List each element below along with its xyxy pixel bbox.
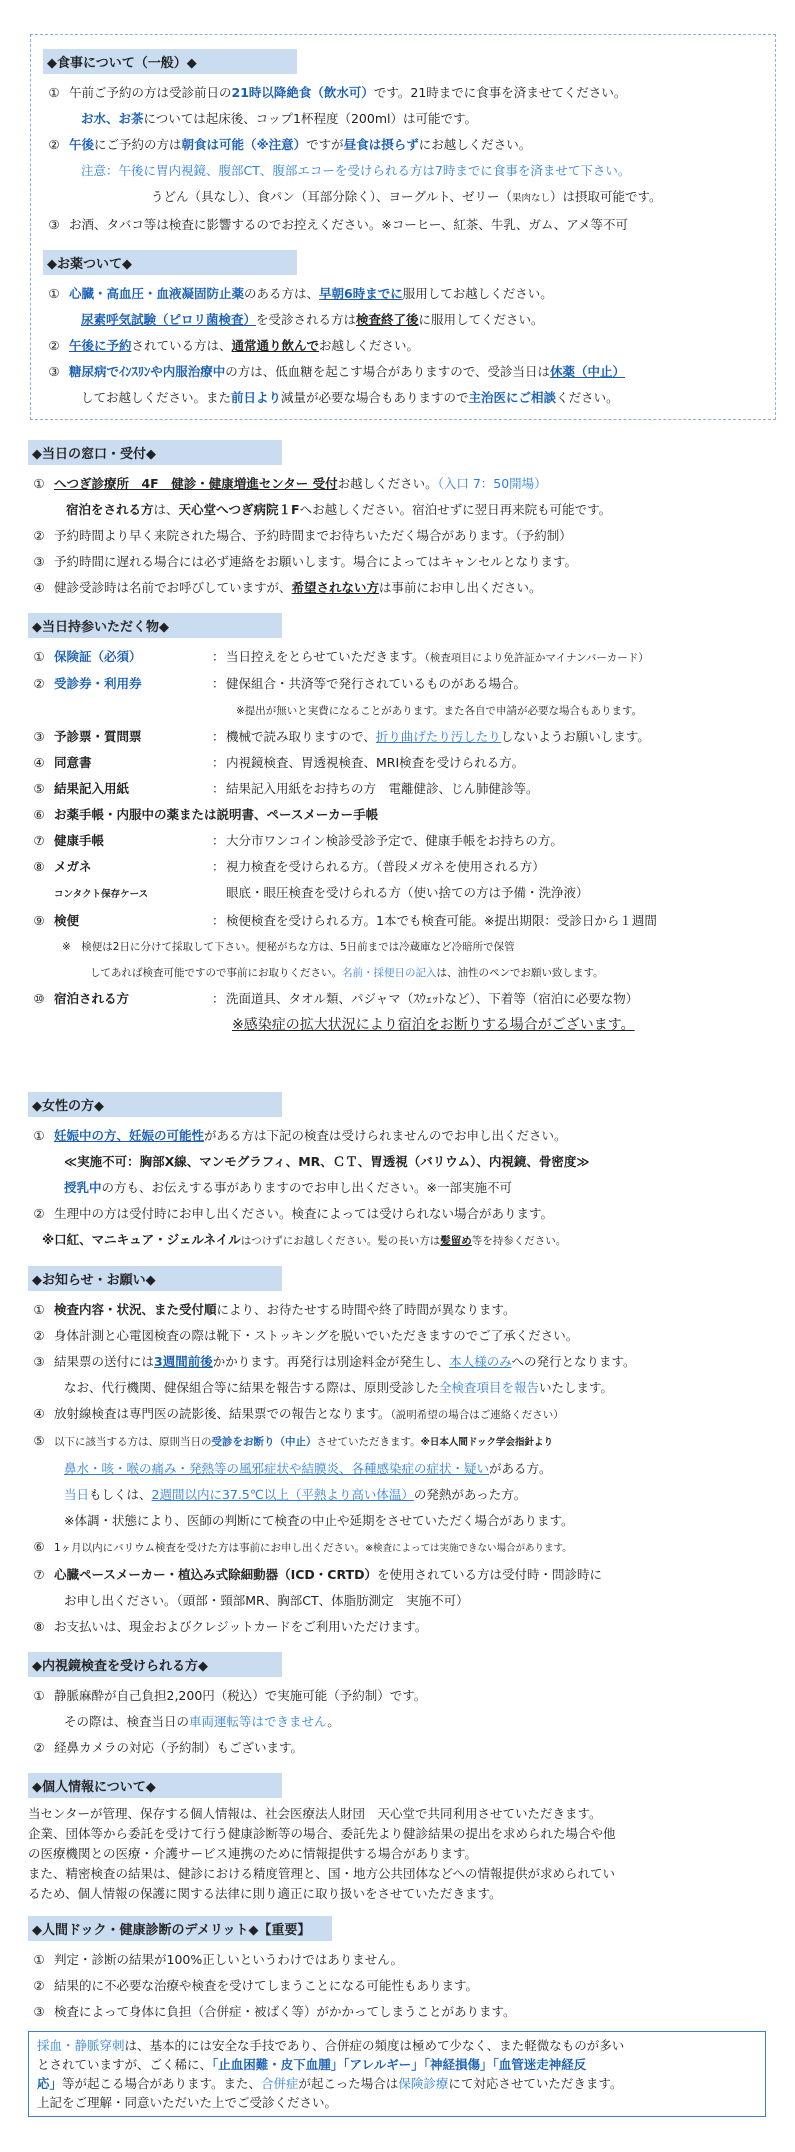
- privacy-title: ◆個人情報について◆: [28, 1773, 282, 1798]
- notice-line-4: なお、代行機関、健保組合等に結果を報告する際は、原則受診した全検査項目を報告いたします。: [64, 1380, 614, 1395]
- notice-line-10: ⑥ 1ヶ月以内にバリウム検査を受けた方は事前にお申し出ください。※検査によっては実施できない場合があります。: [33, 1539, 572, 1554]
- items-title: ◆当日持参いただく物◆: [28, 613, 282, 638]
- item-glasses: ⑧ メガネ ：視力検査を受けられる方。（普段メガネを使用される方）: [33, 859, 545, 874]
- med-line-2: 尿素呼気試験（ピロリ菌検査）を受診される方は検査終了後に服用してください。: [81, 312, 544, 327]
- notice-line-1: ① 検査内容・状況、また受付順により、お待たせする時間や終了時間が異なります。: [33, 1302, 516, 1317]
- notice-line-11: ⑦ 心臓ペースメーカー・植込み式除細動器（ICD・CRTD）を使用されている方は受付時・問診時に: [33, 1567, 602, 1582]
- privacy-p2b: の医療機関との医療・介護サービス連携のために情報提供する場合があります。: [28, 1846, 478, 1861]
- med-title: ◆お薬ついて◆: [43, 250, 297, 275]
- item-consent: ④ 同意書 ：内視鏡検査、胃透視検査、MRI検査を受けられる方。: [33, 755, 525, 770]
- item-result-form: ⑤ 結果記入用紙 ：結果記入用紙をお持ちの方 電離健診、じん肺健診等。: [33, 781, 539, 796]
- final-line-1: 採血・静脈穿刺は、基本的には安全な手技であり、合併症の頻度は極めて少なく、また軽微なものが多い: [37, 2038, 625, 2053]
- item-overnight: ⑩ 宿泊される方 ：洗面道具、タオル類、パジャマ（ｽｳｪｯﾄなど）、下着等（宿泊に必要な物）: [33, 991, 639, 1006]
- med-line-5: してお越しください。また前日より減量が必要な場合もありますので主治医にご相談ください。: [81, 390, 619, 405]
- notice-line-2: ② 身体計測と心電図検査の際は靴下・ストッキングを脱いでいただきますのでご了承ください。: [33, 1328, 579, 1343]
- final-line-2: とされていますが、ごく稀に、「止血困難・皮下血腫」「アレルギー」「神経損傷」「血管迷走神経反: [37, 2057, 587, 2072]
- reception-title: ◆当日の窓口・受付◆: [28, 440, 282, 465]
- endo-line-1: ① 静脈麻酔が自己負担2,200円（税込）で実施可能（予約制）です。: [33, 1688, 427, 1703]
- item-stool-note-1: ※ 検便は2日に分けて採取して下さい。便秘がちな方は、5日前までは冷蔵庫など冷暗所で保管: [62, 941, 515, 953]
- women-line-1: ① 妊娠中の方、妊娠の可能性がある方は下記の検査は受けられませんのでお申し出ください。: [33, 1128, 567, 1143]
- meal-line-2: お水、お茶については起床後、コップ1杯程度（200ml）は可能です。: [81, 111, 477, 126]
- notice-line-5: ④ 放射線検査は専門医の読影後、結果票での報告となります。（説明希望の場合はご連絡ください）: [33, 1406, 564, 1421]
- preparation-box: [30, 34, 776, 420]
- endo-title: ◆内視鏡検査を受けられる方◆: [28, 1652, 282, 1677]
- privacy-p2a: 企業、団体等から委託を受けて行う健康診断等の場合、委託先より健診結果の提出を求められた場合や他: [28, 1826, 616, 1841]
- med-line-3: ② 午後に予約されている方は、通常通り飲んでお越しください。: [48, 338, 420, 353]
- item-voucher: ② 受診券・利用券 ：健保組合・共済等で発行されているものがある場合。: [33, 676, 526, 691]
- reception-line-5: ④ 健診受診時は名前でお呼びしていますが、希望されない方は事前にお申し出ください。: [33, 580, 542, 595]
- med-line-1: ① 心臓・高血圧・血液凝固防止薬のある方は、早朝6時までに服用してお越しください。: [48, 286, 553, 301]
- item-overnight-note: ※感染症の拡大状況により宿泊をお断りする場合がございます。: [232, 1017, 635, 1033]
- reception-line-3: ② 予約時間より早く来院された場合、予約時間までお待ちいただく場合があります。（予約制）: [33, 528, 572, 543]
- women-line-3: 授乳中の方も、お伝えする事がありますのでお申し出ください。※一部実施不可: [64, 1180, 512, 1195]
- meal-title: ◆食事について（一般）◆: [43, 49, 297, 74]
- endo-line-3: ② 経鼻カメラの対応（予約制）もございます。: [33, 1740, 303, 1755]
- meal-line-1: ① 午前ご予約の方は受診前日の21時以降絶食（飲水可）です。21時までに食事を済ませてください。: [48, 85, 627, 100]
- item-stool-note-2: してあれば検査可能ですので事前にお取りください。名前・採便日の記入は、油性のペンでお願い致します。: [90, 967, 604, 979]
- meal-line-3: ② 午後にご予約の方は朝食は可能（※注意）ですが昼食は摂らずにお越しください。: [48, 137, 532, 152]
- item-medication: ⑥ お薬手帳・内服中の薬または説明書、ペースメーカー手帳: [33, 807, 379, 822]
- notice-line-12: お申し出ください。（頭部・頸部MR、胸部CT、体脂肪測定 実施不可）: [64, 1593, 469, 1608]
- women-line-2: ≪実施不可：胸部X線、マンモグラフィ、MR、ＣＴ、胃透視（バリウム）、内視鏡、骨密度≫: [64, 1154, 590, 1169]
- privacy-p3a: また、精密検査の結果は、健診における精度管理と、国・地方公共団体などへの情報提供が求められてい: [28, 1866, 616, 1881]
- item-insurance: ① 保険証（必須） ：当日控えをとらせていただきます。（検査項目により免許証かマイナンバーカード）: [33, 649, 649, 664]
- meal-line-5: うどん（具なし）、食パン（耳部分除く）、ヨーグルト、ゼリー（果肉なし）は摂取可能です。: [151, 189, 662, 204]
- reception-line-4: ③ 予約時間に遅れる場合には必ず連絡をお願いします。場合によってはキャンセルとなります。: [33, 554, 577, 569]
- item-questionnaire: ③ 予診票・質問票 ：機械で読み取りますので、折り曲げたり汚したりしないようお願いします。: [33, 729, 650, 744]
- item-stool: ⑨ 検便 ：検便検査を受けられる方。1本でも検査可能。※提出期限：受診日から１週間: [33, 913, 657, 928]
- women-line-5: ※口紅、マニキュア・ジェルネイルはつけずにお越しください。髪の長い方は髪留め等を持参ください。: [42, 1232, 567, 1247]
- privacy-p1: 当センターが管理、保存する個人情報は、社会医療法人財団 天心堂で共同利用させていただきます。: [28, 1806, 602, 1821]
- demerit-title: ◆人間ドック・健康診断のデメリット◆【重要】: [28, 1916, 332, 1941]
- reception-line-2: 宿泊をされる方は、天心堂へつぎ病院１Fへお越しください。宿泊せずに翌日再来院も可能です。: [66, 502, 612, 517]
- demerit-line-3: ③ 検査によって身体に負担（合併症・被ばく等）がかかってしまうことがあります。: [33, 2004, 516, 2019]
- privacy-p3b: るため、個人情報の保護に関する法律に則り適正に取り扱いをさせていただきます。: [28, 1886, 502, 1901]
- item-contact-case: コンタクト保存ケース 眼底・眼圧検査を受けられる方（使い捨ての方は予備・洗浄液）: [53, 885, 589, 900]
- meal-line-6: ③ お酒、タバコ等は検査に影響するのでお控えください。※コーヒー、紅茶、牛乳、ガム、アメ等不可: [48, 217, 628, 232]
- item-voucher-note: ※提出が無いと実費になることがあります。また各自で申請が必要な場合もあります。: [236, 705, 643, 717]
- reception-line-1: ① へつぎ診療所 4F 健診・健康増進センター 受付お越しください。（入口 7：50開場）: [33, 476, 547, 491]
- notice-line-8: 当日もしくは、2週間以内に37.5℃以上（平熱より高い体温）の発熱があった方。: [64, 1487, 527, 1502]
- notice-line-6: ⑤ 以下に該当する方は、原則当日の受診をお断り（中止）させていただきます。※日本人間ドック学会指針より: [33, 1433, 554, 1448]
- notice-line-9: ※体調・状態により、医師の判断にて検査の中止や延期をさせていただく場合があります。: [64, 1513, 574, 1528]
- demerit-line-1: ① 判定・診断の結果が100%正しいというわけではありません。: [33, 1952, 403, 1967]
- med-line-4: ③ 糖尿病でｲﾝｽﾘﾝや内服治療中の方は、低血糖を起こす場合がありますので、受診当日は休薬（中止）: [48, 364, 626, 379]
- notice-line-3: ③ 結果票の送付には3週間前後かかります。再発行は別途料金が発生し、本人様のみへの発行となります。: [33, 1354, 636, 1369]
- final-line-3: 応」等が起こる場合があります。また、合併症が起こった場合は保険診療にて対応させていただきます。: [37, 2076, 623, 2091]
- final-line-4: 上記をご理解・同意いただいた上でご受診ください。: [37, 2095, 338, 2110]
- endo-line-2: その際は、検査当日の車両運転等はできません。: [64, 1714, 340, 1729]
- item-health-book: ⑦ 健康手帳 ：大分市ワンコイン検診受診予定で、健康手帳をお持ちの方。: [33, 833, 563, 848]
- document: [28, 34, 773, 2117]
- notice-title: ◆お知らせ・お願い◆: [28, 1266, 282, 1291]
- venipuncture-notice-box: [28, 2031, 766, 2117]
- women-title: ◆女性の方◆: [28, 1092, 282, 1117]
- notice-line-7: 鼻水・咳・喉の痛み・発熱等の風邪症状や結膜炎、各種感染症の症状・疑いがある方。: [64, 1461, 552, 1476]
- women-line-4: ② 生理中の方は受付時にお申し出ください。検査によっては受けられない場合があります。: [33, 1206, 553, 1221]
- demerit-line-2: ② 結果的に不必要な治療や検査を受けてしまうことになる可能性もあります。: [33, 1978, 478, 1993]
- notice-line-13: ⑧ お支払いは、現金およびクレジットカードをご利用いただけます。: [33, 1619, 428, 1634]
- meal-line-4: 注意：午後に胃内視鏡、腹部CT、腹部エコーを受けられる方は7時までに食事を済ませて下さい。: [81, 163, 631, 178]
